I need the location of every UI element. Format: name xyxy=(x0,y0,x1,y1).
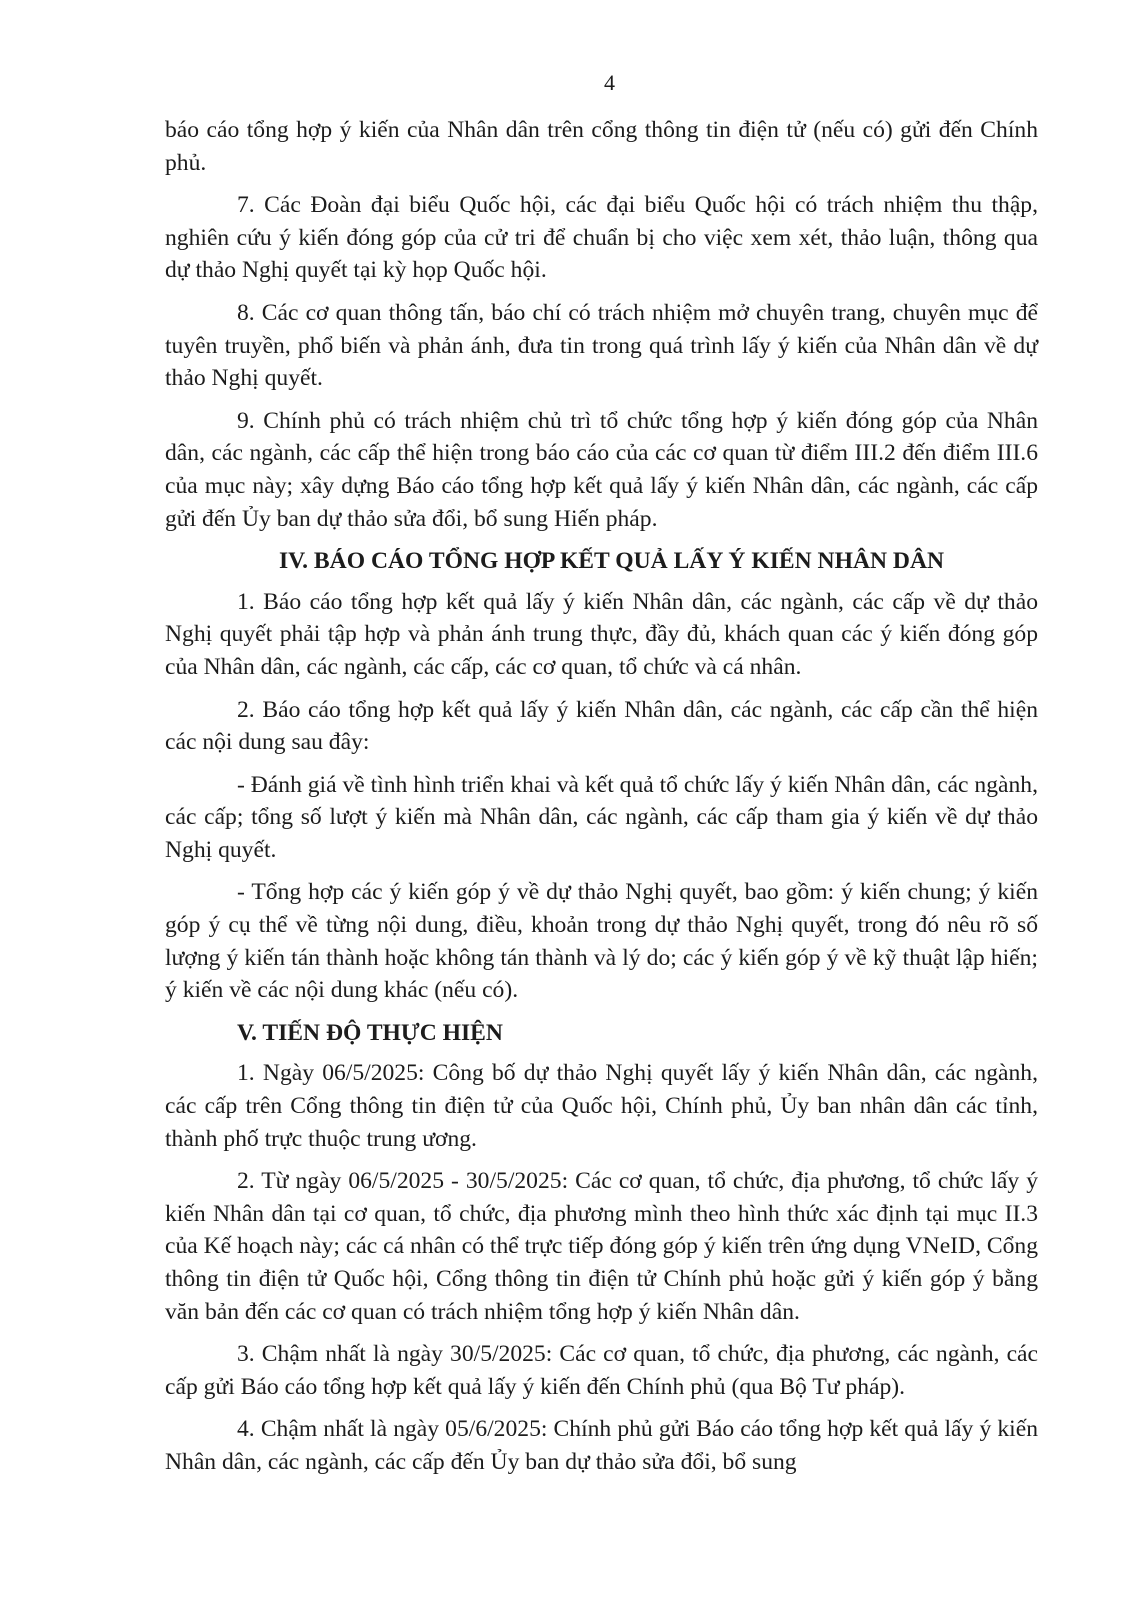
paragraph-item-9: 9. Chính phủ có trách nhiệm chủ trì tổ chức tổng hợp ý kiến đóng góp của Nhân dân, các ngành, các cấp thể hiện trong báo cáo của các cơ quan từ điểm III.2 đến điểm III.6 của mục này; xây dựng Báo cáo tổng hợp kết quả lấy ý kiến Nhân dân, các ngành, các cấp gửi đến Ủy ban dự thảo sửa đổi, bổ sung Hiến pháp. xyxy=(165,407,1038,532)
paragraph-v-2: 2. Từ ngày 06/5/2025 - 30/5/2025: Các cơ quan, tổ chức, địa phương, tổ chức lấy ý kiến Nhân dân tại cơ quan, tổ chức, địa phương mình theo hình thức xác định tại mục II.3 của Kế hoạch này; các cá nhân có thể trực tiếp đóng góp ý kiến trên ứng dụng VNeID, Cổng thông tin điện tử Quốc hội, Cổng thông tin điện tử Chính phủ hoặc gửi ý kiến góp ý bằng văn bản đến các cơ quan có trách nhiệm tổng hợp ý kiến Nhân dân. xyxy=(165,1168,1038,1325)
paragraph-v-3: 3. Chậm nhất là ngày 30/5/2025: Các cơ quan, tổ chức, địa phương, các ngành, các cấp gửi Báo cáo tổng hợp kết quả lấy ý kiến đến Chính phủ (qua Bộ Tư pháp). xyxy=(165,1341,1038,1400)
paragraph-iv-2: 2. Báo cáo tổng hợp kết quả lấy ý kiến Nhân dân, các ngành, các cấp cần thể hiện các nội dung sau đây: xyxy=(165,696,1038,756)
paragraph-v-1: 1. Ngày 06/5/2025: Công bố dự thảo Nghị quyết lấy ý kiến Nhân dân, các ngành, các cấp trên Cổng thông tin điện tử của Quốc hội, Chính phủ, Ủy ban nhân dân các tỉnh, thành phố trực thuộc trung ương. xyxy=(165,1060,1038,1152)
paragraph-continuation: báo cáo tổng hợp ý kiến của Nhân dân trên cổng thông tin điện tử (nếu có) gửi đến Chính phủ. xyxy=(165,117,1038,176)
section-heading-v: V. TIẾN ĐỘ THỰC HIỆN xyxy=(237,1019,503,1046)
paragraph-item-7: 7. Các Đoàn đại biểu Quốc hội, các đại biểu Quốc hội có trách nhiệm thu thập, nghiên cứu ý kiến đóng góp của cử tri để chuẩn bị cho việc xem xét, thảo luận, thông qua dự thảo Nghị quyết tại kỳ họp Quốc hội. xyxy=(165,192,1038,284)
page-number: 4 xyxy=(604,70,615,95)
paragraph-iv-1: 1. Báo cáo tổng hợp kết quả lấy ý kiến Nhân dân, các ngành, các cấp về dự thảo Nghị quyết phải tập hợp và phản ánh trung thực, đầy đủ, khách quan các ý kiến đóng góp của Nhân dân, các ngành, các cấp, các cơ quan, tổ chức và cá nhân. xyxy=(165,588,1038,680)
section-heading-iv: IV. BÁO CÁO TỔNG HỢP KẾT QUẢ LẤY Ý KIẾN NHÂN DÂN xyxy=(278,548,945,575)
paragraph-item-8: 8. Các cơ quan thông tấn, báo chí có trách nhiệm mở chuyên trang, chuyên mục để tuyên truyền, phổ biến và phản ánh, đưa tin trong quá trình lấy ý kiến của Nhân dân về dự thảo Nghị quyết. xyxy=(165,299,1038,392)
paragraph-v-4: 4. Chậm nhất là ngày 05/6/2025: Chính phủ gửi Báo cáo tổng hợp kết quả lấy ý kiến Nhân dân, các ngành, các cấp đến Ủy ban dự thảo sửa đổi, bổ sung xyxy=(165,1416,1038,1475)
paragraph-iv-2-bullet-b: - Tổng hợp các ý kiến góp ý về dự thảo Nghị quyết, bao gồm: ý kiến chung; ý kiến góp ý cụ thể về từng nội dung, điều, khoản trong dự thảo Nghị quyết, trong đó nêu rõ số lượng ý kiến tán thành hoặc không tán thành và lý do; các ý kiến góp ý về kỹ thuật lập hiến; ý kiến về các nội dung khác (nếu có). xyxy=(165,879,1038,1004)
paragraph-iv-2-bullet-a: - Đánh giá về tình hình triển khai và kết quả tổ chức lấy ý kiến Nhân dân, các ngành, các cấp; tổng số lượt ý kiến mà Nhân dân, các ngành, các cấp tham gia ý kiến về dự thảo Nghị quyết. xyxy=(165,771,1038,863)
